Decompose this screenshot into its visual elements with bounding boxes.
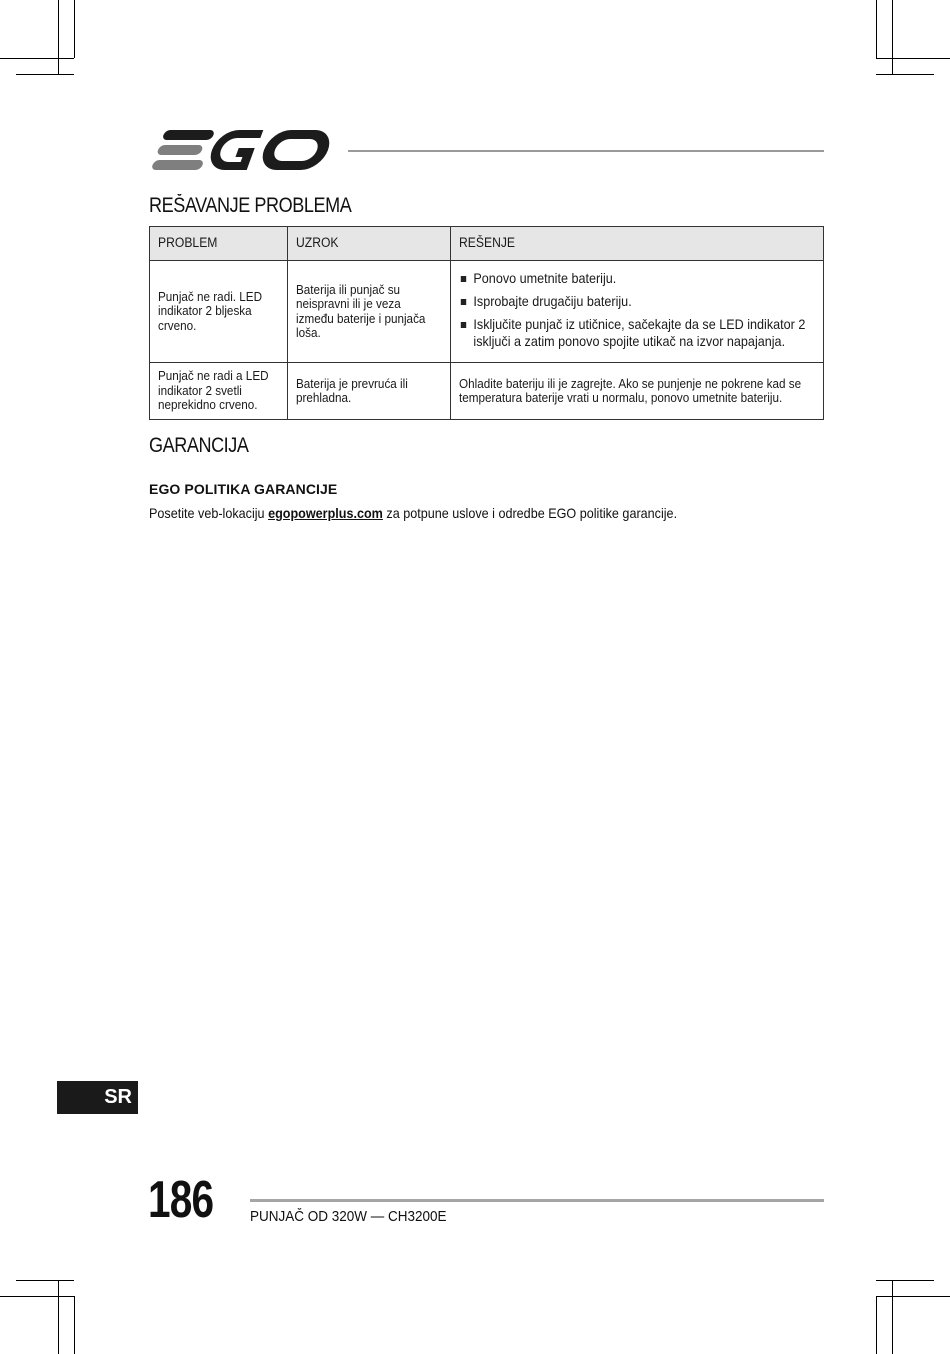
ego-logo xyxy=(148,128,332,172)
solution-list xyxy=(459,267,815,356)
table-row xyxy=(150,363,824,420)
crop-mark xyxy=(58,1280,59,1354)
crop-mark xyxy=(892,1280,893,1354)
crop-mark xyxy=(876,1296,950,1297)
product-title: PUNJAČ OD 320W — CH3200E xyxy=(250,1208,447,1225)
warranty-link[interactable]: egopowerplus.com xyxy=(268,505,383,521)
crop-mark xyxy=(876,1280,934,1281)
cause-cell: Baterija ili punjač su neispravni ili je veza između baterije i punjača loša. xyxy=(287,261,450,363)
page-number: 186 xyxy=(148,1171,214,1229)
crop-mark xyxy=(0,1296,74,1297)
crop-mark xyxy=(892,0,893,74)
crop-mark xyxy=(58,0,59,74)
crop-mark xyxy=(16,74,74,75)
troubleshooting-title: REŠAVANJE PROBLEMA xyxy=(149,194,352,217)
list-item: Isključite punjač iz utičnice, sačekajte da se LED indikator 2 isključi a zatim ponovo spojite utikač na izvor napajanja. xyxy=(459,316,815,350)
cause-cell: Baterija je prevruća ili prehladna. xyxy=(287,363,450,420)
crop-mark xyxy=(876,1296,877,1354)
footer-rule xyxy=(250,1199,824,1202)
header-rule xyxy=(348,150,824,152)
list-item: Isprobajte drugačiju bateriju. xyxy=(459,293,815,310)
crop-mark xyxy=(16,1280,74,1281)
header-solution: REŠENJE xyxy=(450,227,823,261)
solution-cell: Ohladite bateriju ili je zagrejte. Ako se punjenje ne pokrene kad se temperatura baterije vrati u normalu, ponovo umetnite bateriju. xyxy=(450,363,823,420)
language-tab: SR xyxy=(57,1081,138,1114)
header-cause: UZROK xyxy=(287,227,450,261)
table-header-row xyxy=(150,227,824,261)
crop-mark xyxy=(0,58,74,59)
crop-mark xyxy=(876,74,934,75)
solution-cell xyxy=(450,261,823,363)
warranty-title: GARANCIJA xyxy=(149,434,249,457)
table-row xyxy=(150,261,824,363)
warranty-subtitle: EGO POLITIKA GARANCIJE xyxy=(149,481,338,497)
crop-mark xyxy=(74,0,75,58)
crop-mark xyxy=(876,58,950,59)
list-item: Ponovo umetnite bateriju. xyxy=(459,270,815,287)
header-problem: PROBLEM xyxy=(150,227,288,261)
warranty-text: Posetite veb-lokaciju egopowerplus.com za potpune uslove i odredbe EGO politike garancije. xyxy=(149,505,678,521)
problem-cell: Punjač ne radi a LED indikator 2 svetli neprekidno crveno. xyxy=(150,363,288,420)
problem-cell: Punjač ne radi. LED indikator 2 bljeska crveno. xyxy=(150,261,288,363)
troubleshooting-table xyxy=(149,226,824,420)
crop-mark xyxy=(74,1296,75,1354)
crop-mark xyxy=(876,0,877,58)
